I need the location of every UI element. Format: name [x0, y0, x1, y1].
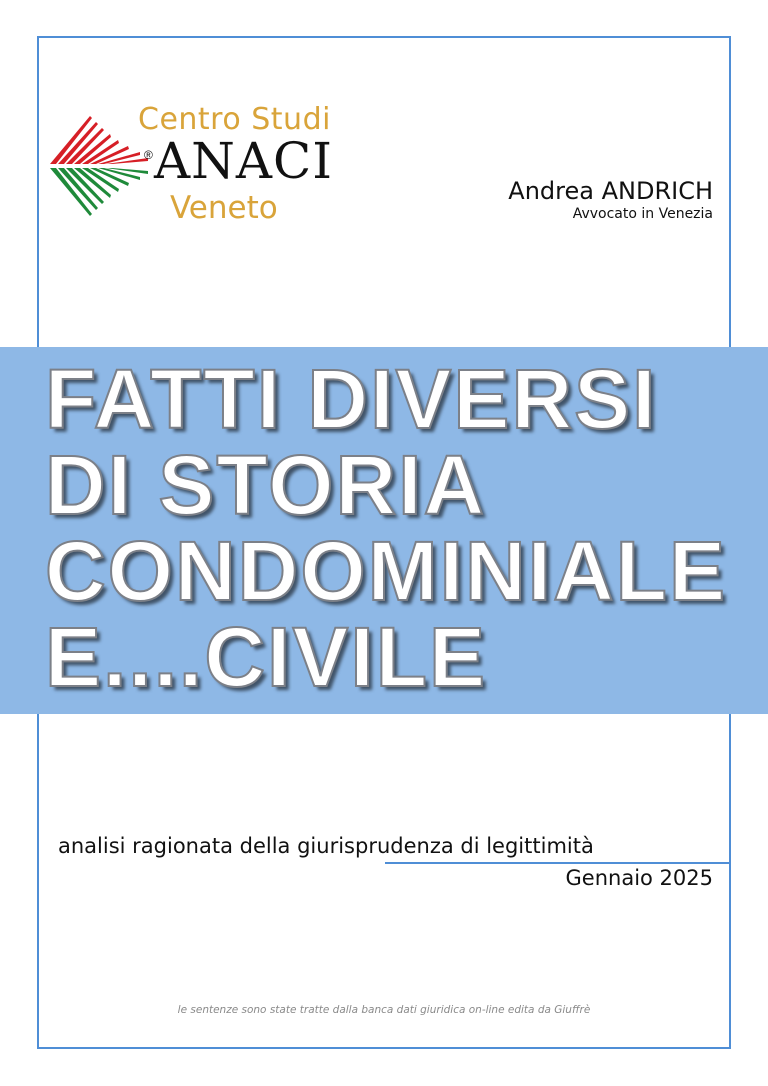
anaci-logo [48, 102, 333, 232]
logo-registered-mark: ® [144, 148, 153, 162]
subtitle-rule [385, 862, 731, 864]
logo-anaci: ANACI [154, 132, 333, 190]
title-line: E....CIVILE [45, 610, 488, 704]
title-line: DI STORIA [45, 438, 487, 532]
author-block [508, 177, 713, 222]
document-date: Gennaio 2025 [565, 866, 713, 890]
title-line: FATTI DIVERSI [45, 352, 658, 446]
author-role: Avvocato in Venezia [572, 206, 713, 222]
document-title [45, 352, 727, 704]
logo-veneto: Veneto [170, 190, 278, 226]
source-note: le sentenze sono state tratte dalla banca dati giuridica on-line edita da Giuffrè [177, 1004, 591, 1016]
author-name: Andrea ANDRICH [508, 177, 713, 205]
document-subtitle: analisi ragionata della giurisprudenza di legittimità [58, 834, 594, 858]
title-line: CONDOMINIALE [45, 524, 727, 618]
logo-centro-studi: Centro Studi [138, 102, 331, 137]
